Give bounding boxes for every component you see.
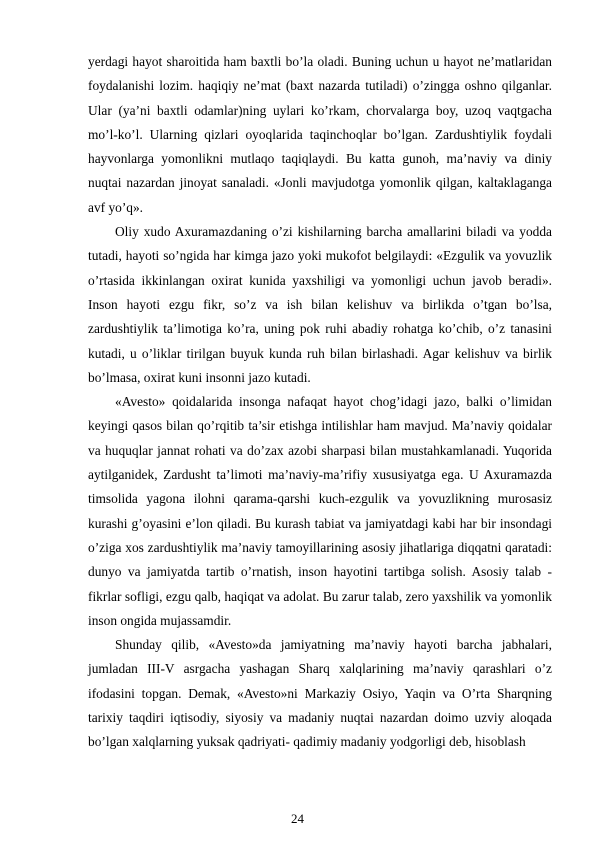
paragraph-conclusion: Shunday qilib, «Avesto»da jamiyatning ma’naviy hayoti barcha jabhalari, jumladan III-V asrgacha yashagan Sharq xalqlarining ma’naviy qarashlari o’z ifodasini topgan. Demak, «Avesto»ni Markaziy Osiyo, Yaqin va O’rta Sharqning tarixiy taqdiri iqtisodiy, siyosiy va madaniy nuqtai nazardan doimo uzviy aloqada bo’lgan xalqlarning yuksak qadriyati- qadimiy madaniy yodgorligi deb, hisoblash [88,637,552,750]
paragraph-continuation: yerdagi hayot sharoitida ham baxtli bo’la oladi. Buning uchun u hayot ne’matlaridan foydalanishi lozim. haqiqiy ne’mat (baxt nazarda tutiladi) o’zingga oshno qilganlar. Ular (ya’ni baxtli odamlar)ning uylari ko’rkam, chorvalarga boy, uzoq vaqtgacha mo’l-ko’l. Ularning qizlari oyoqlarida taqinchoqlar bo’lgan. Zardushtiylik foydali hayvonlarga yomonlikni mutlaqo taqiqlaydi. Bu katta gunoh, ma’naviy va diniy nuqtai nazardan jinoyat sanaladi. «Jonli mavjudotga yomonlik qilgan, kaltaklaganga avf yo’q». [88,54,552,215]
page-body [88,50,552,755]
page-number: 24 [291,811,304,826]
paragraph-axuramazda: Oliy xudo Axuramazdaning o’zi kishilarning barcha amallarini biladi va yodda tutadi, hayoti so’ngida har kimga jazo yoki mukofot belgilaydi: «Ezgulik va yovuzlik o’rtasida ikkinlangan oxirat kunida yaxshiligi va yomonligi uchun javob beradi». Inson hayoti ezgu fikr, so’z va ish bilan kelishuv va birlikda o’tgan bo’lsa, zardushtiylik ta’limotiga ko’ra, uning pok ruhi abadiy rohatga ko’chib, o’z tanasini kutadi, u o’liklar tirilgan buyuk kunda ruh bilan birlashadi. Agar kelishuv va birlik bo’lmasa, oxirat kuni insonni jazo kutadi. [88,224,552,385]
paragraph-avesto-rules: «Avesto» qoidalarida insonga nafaqat hayot chog’idagi jazo, balki o’limidan keyingi qasos bilan qo’rqitib ta’sir etishga intilishlar ham mavjud. Ma’naviy qoidalar va huquqlar jannat rohati va do’zax azobi sharpasi bilan mustahkamlanadi. Yuqorida aytilganidek, Zardusht ta’limoti ma’naviy-ma’rifiy xususiyatga ega. U Axuramazda timsolida yagona ilohni qarama-qarshi kuch-ezgulik va yovuzlikning murosasiz kurashi g’oyasini e’lon qiladi. Bu kurash tabiat va jamiyatdagi kabi har bir insondagi o’ziga xos zardushtiylik ma’naviy tamoyillarining asosiy jihatlariga diqqatni qaratadi: dunyo va jamiyatda tartib o’rnatish, inson hayotini tartibga solish. Asosiy talab - fikrlar sofligi, ezgu qalb, haqiqat va adolat. Bu zarur talab, zero yaxshilik va yomonlik inson ongida mujassamdir. [88,394,552,628]
